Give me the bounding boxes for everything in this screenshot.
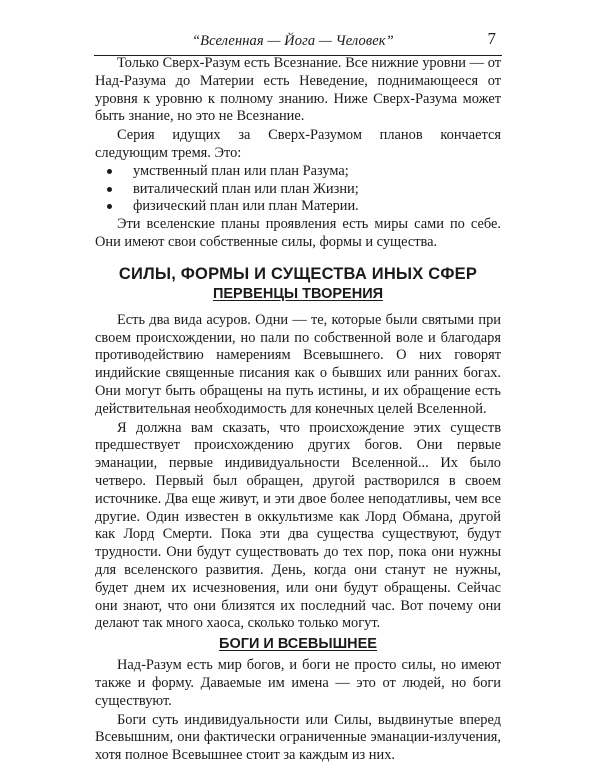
bullet-item — [95, 198, 501, 216]
subheading-text: ПЕРВЕНЦЫ ТВОРЕНИЯ — [212, 285, 384, 302]
paragraph: Я должна вам сказать, что происхождение этих существ предшествует происхождению других богов. Они первые эманации, первые индивидуальности Вселенной... Их было четверо. Первый был обращен, другой растворился в своем источнике. Два еще живут, и эти двое более неподатливы, чем все другие. Один известен в оккультизме как Лорд Обмана, другой как Лорд Смерти. Пока эти два существа существуют, будут трудности. Они будут существовать до тех пор, пока они нужны для вселенского развития. День, когда они станут не нужны, будет днем их исчезновения, или они будут обращены. Сейчас они знают, что они близятся их последний час. Вот почему они делают так много хаоса, сколько только могут. — [95, 419, 501, 632]
bullet-text: виталический план или план Жизни; — [133, 180, 359, 197]
bullet-text: умственный план или план Разума; — [133, 162, 349, 179]
bullet-text: физический план или план Материи. — [133, 198, 359, 215]
paragraph: Боги суть индивидуальности или Силы, выдвинутые вперед Всевышним, они фактически ограниченные эманации-излучения, хотя полное Всевышнее стоит за каждым из них. — [95, 711, 501, 764]
paragraph: Над-Разум есть мир богов, и боги не просто силы, но имеют также и форму. Даваемые им имена — это от людей, но боги существуют. — [95, 657, 501, 709]
paragraph: Только Сверх-Разум есть Всезнание. Все нижние уровни — от Над-Разума до Материи есть Неведение, поднимающееся от уровня к уровню к полному знанию. Ниже Сверх-Разума может быть знание, но это не Всезнание. — [95, 55, 501, 125]
page-number: 7 — [487, 29, 496, 48]
bullet-icon — [107, 187, 112, 192]
section-heading: СИЛЫ, ФОРМЫ И СУЩЕСТВА ИНЫХ СФЕР — [118, 264, 478, 283]
bullet-icon — [107, 169, 112, 174]
bullet-list — [95, 163, 501, 216]
bullet-icon — [107, 204, 112, 209]
bullet-item — [95, 181, 501, 199]
bullet-item — [95, 163, 501, 181]
body-text — [95, 55, 501, 765]
subheading-first-creations — [95, 285, 501, 303]
paragraph: Есть два вида асуров. Одни — те, которые были святыми при своем происхождении, но пали по собственной воле и благодаря противодействию намерениям Всевышнего. О них говорят индийские священные писания как о бывших или ранних богах. Они могут быть обращены на путь истины, и их обращение есть действительная необходимость для конечных целей Вселенной. — [95, 311, 501, 417]
running-title: “Вселенная — Йога — Человек” — [192, 33, 394, 49]
subheading-gods-and-supreme — [95, 635, 501, 653]
paragraph: Серия идущих за Сверх-Разумом планов кончается следующим тремя. Это: — [95, 127, 501, 161]
running-header — [94, 27, 502, 56]
subheading-text: БОГИ И ВСЕВЫШНЕЕ — [219, 636, 377, 653]
paragraph: Эти вселенские планы проявления есть миры сами по себе. Они имеют свои собственные силы, формы и существа. — [95, 216, 501, 250]
